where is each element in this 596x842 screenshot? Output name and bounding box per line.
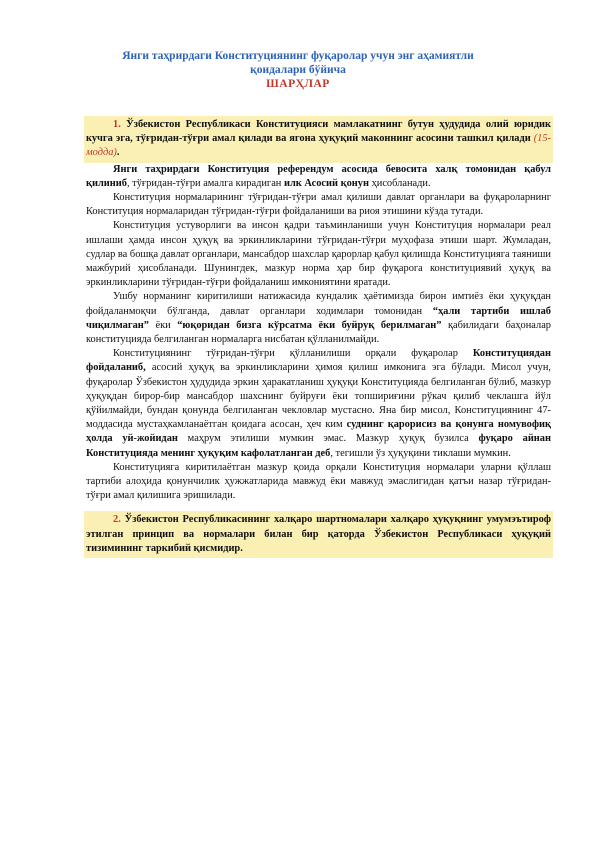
paragraph-1-text-d: ҳисобланади. <box>368 177 431 189</box>
section-1-heading <box>86 118 551 161</box>
paragraph-3: Конституция устуворлиги ва инсон қадри таъминланиши учун Конституция нормалари реал ишлаши ҳамда инсон ҳуқуқ ва эркинликларини тўғридан-тўғри муҳофаза этиши шарт. Жумладан, судлар ва бошқа давлат органлари, мансабдор шахслар қарорлар қабул қилишда Конституцияга таяниши мажбурий ҳисобланади. Шунингдек, мазкур норма ҳар бир фуқарога конституциявий ҳуқуқ ва эркинликларини тўғридан-тўғри фойдаланиш имкониятини яратади. <box>86 220 551 289</box>
section-1-heading-end: . <box>116 147 120 159</box>
paragraph-5 <box>86 347 551 461</box>
title-line-2: қоидалари бўйича <box>250 64 346 76</box>
section-2-highlight <box>84 511 553 558</box>
paragraph-1-text-b: , тўғридан-тўғри амалга кирадиган <box>126 177 284 189</box>
paragraph-5-text-g: , тегишли ўз ҳуқуқини тиклаши мумкин. <box>330 447 511 459</box>
title-line-3: ШАРҲЛАР <box>266 78 330 90</box>
paragraph-5-bold-b: Конституциядан фойдаланиб, <box>86 348 551 374</box>
paragraph-4-text-a: Ушбу норманинг киритилиши натижасида кундалик ҳаётимизда бирон имтиёз ёки ҳуқуқдан фойдаланмоқчи бўлганда, давлат органлари ходимлари томонидан <box>86 291 551 317</box>
paragraph-4 <box>86 290 551 347</box>
section-2-number: 2. <box>113 514 121 526</box>
document-body <box>86 116 551 558</box>
paragraph-1 <box>86 163 551 191</box>
section-1-highlight <box>84 116 553 163</box>
paragraph-5-text-e: маҳрум этилиши мумкин эмас. Мазкур ҳуқуқ бузилса <box>177 433 479 445</box>
paragraph-5-text-c: асосий ҳуқуқ ва эркинликларини ҳимоя қилиш имконига эга бўлади. Мисол учун, фуқаролар Ўзбекистон ҳудудида эркин ҳаракатланиш ҳуқуқи Конституцияда белгиланган бўлиб, мазкур ҳуқуқдан бирор-бир мансабдор шахснинг буйруғи ёки топшириғини рўкач қилиб чеклашга йўл қўйилмайди, бундан қонунда белгиланган чекловлар мустасно. Яна бир мисол, Конституциянинг 47-моддасида мустаҳкамланаётган қоидага асосан, ҳеч ким <box>86 362 551 431</box>
section-gap <box>86 503 551 511</box>
section-1-number: 1. <box>113 119 121 130</box>
section-1-article-ref: (15-модда) <box>86 133 551 159</box>
paragraph-1-bold-a: Янги таҳрирдаги Конституция референдум асосида бевосита халқ томонидан қабул қилиниб <box>86 163 551 189</box>
section-1-heading-text: Ўзбекистон Республикаси Конституцияси мамлакатнинг бутун ҳудудида олий юридик кучга эга, тўғридан-тўғри амал қилади ва ягона ҳуқуқий маконнинг асосини ташкил қилади <box>86 119 551 145</box>
paragraph-1-bold-c: илк Асосий қонун <box>283 177 369 189</box>
paragraph-5-bold-d: суднинг қарорисиз ва қонунга номувофиқ ҳолда уй-жойидан <box>86 419 552 445</box>
paragraph-5-text-a: Конституциянинг тўғридан-тўғри қўлланилиши орқали фуқаролар <box>113 348 473 360</box>
paragraph-6: Конституцияга киритилаётган мазкур қоида орқали Конституция нормалари уларни қўллаш тартиби алоҳида қонунчилик ҳужжатларида мавжуд ёки мавжуд эмаслигидан қатъи назар тўғридан-тўғри амал қилишига эришилади. <box>86 461 551 502</box>
paragraph-4-text-c: ёки <box>148 319 178 331</box>
title-line-1: Янги таҳрирдаги Конституциянинг фуқаролар учун энг аҳамиятли <box>122 50 474 62</box>
paragraph-4-text-e: қабилидаги баҳоналар конституцияда белгиланган нормаларга нисбатан қўлланилмайди. <box>86 319 551 346</box>
section-2-heading-text: Ўзбекистон Республикасининг халқаро шартномалари халқаро ҳуқуқнинг умумэътироф этилган принцип ва нормалари билан бир қаторда Ўзбекистон Республикаси ҳуқуқий тизимининг таркибий қисмидир. <box>86 514 551 554</box>
paragraph-4-quote-2: “юқоридан бизга кўрсатма ёки буйруқ берилмаган” <box>177 319 442 331</box>
document-title <box>60 49 536 91</box>
paragraph-4-quote-1: “ҳали тартиби ишлаб чиқилмаган” <box>86 305 551 331</box>
paragraph-5-bold-f: фуқаро айнан Конституцияда менинг ҳуқуқим кафолатланган деб <box>86 433 551 459</box>
paragraph-2: Конституция нормаларининг тўғридан-тўғри амал қилиши давлат органлари ва фуқароларнинг Конституция нормаларидан тўғридан-тўғри фойдаланиши ва риоя этишини кўзда тутади. <box>86 192 551 218</box>
section-2-heading <box>86 513 551 556</box>
